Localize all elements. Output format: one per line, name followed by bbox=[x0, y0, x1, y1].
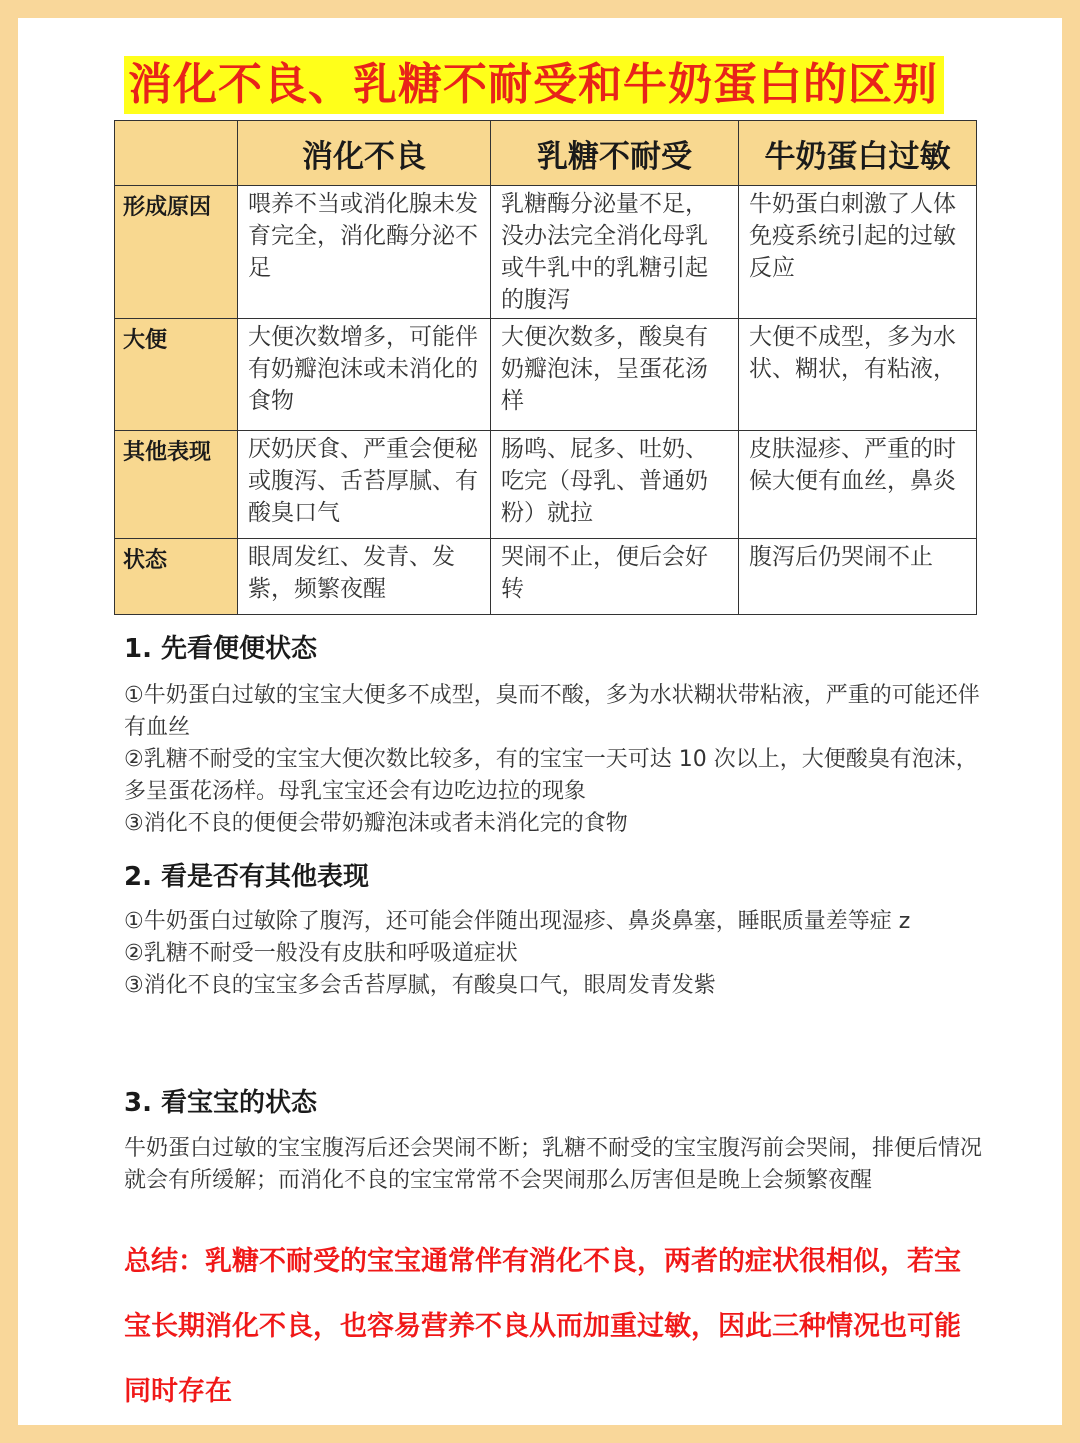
page bbox=[18, 18, 1062, 1425]
table-cell: 乳糖酶分泌量不足，没办法完全消化母乳或牛乳中的乳糖引起的腹泻 bbox=[491, 186, 739, 319]
header-indigestion: 消化不良 bbox=[238, 121, 491, 186]
list-item: ③消化不良的宝宝多会舌苔厚腻，有酸臭口气，眼周发青发紫 bbox=[124, 973, 716, 998]
table-cell: 哭闹不止，便后会好转 bbox=[491, 539, 739, 615]
table-cell: 肠鸣、屁多、吐奶、吃完（母乳、普通奶粉）就拉 bbox=[491, 431, 739, 539]
table-row-stool bbox=[115, 319, 977, 431]
list-item: ②乳糖不耐受一般没有皮肤和呼吸道症状 bbox=[124, 941, 518, 966]
paragraph: 牛奶蛋白过敏的宝宝腹泻后还会哭闹不断；乳糖不耐受的宝宝腹泻前会哭闹，排便后情况就会有所缓解；而消化不良的宝宝常常不会哭闹那么厉害但是晚上会频繁夜醒 bbox=[124, 1136, 983, 1193]
comparison-table bbox=[114, 120, 977, 615]
row-label: 其他表现 bbox=[115, 431, 238, 539]
row-label: 形成原因 bbox=[115, 186, 238, 319]
table-cell: 皮肤湿疹、严重的时候大便有血丝，鼻炎 bbox=[739, 431, 977, 539]
header-corner bbox=[115, 121, 238, 186]
table-cell: 大便次数增多，可能伴有奶瓣泡沫或未消化的食物 bbox=[238, 319, 491, 431]
section-body-1 bbox=[124, 680, 984, 840]
table-cell: 眼周发红、发青、发紫，频繁夜醒 bbox=[238, 539, 491, 615]
list-item: ②乳糖不耐受的宝宝大便次数比较多，有的宝宝一天可达 10 次以上，大便酸臭有泡沫，多呈蛋花汤样。母乳宝宝还会有边吃边拉的现象 bbox=[124, 747, 978, 804]
table-cell: 大便不成型，多为水状、糊状，有粘液， bbox=[739, 319, 977, 431]
table-cell: 牛奶蛋白刺激了人体免疫系统引起的过敏反应 bbox=[739, 186, 977, 319]
table-cell: 腹泻后仍哭闹不止 bbox=[739, 539, 977, 615]
section-body-2 bbox=[124, 906, 984, 1002]
section-heading-3: 3. 看宝宝的状态 bbox=[124, 1088, 318, 1118]
page-title: 消化不良、乳糖不耐受和牛奶蛋白的区别 bbox=[124, 56, 944, 114]
table-row-other bbox=[115, 431, 977, 539]
table-cell: 喂养不当或消化腺未发育完全，消化酶分泌不足 bbox=[238, 186, 491, 319]
title-container bbox=[124, 56, 944, 114]
list-item: ①牛奶蛋白过敏除了腹泻，还可能会伴随出现湿疹、鼻炎鼻塞，睡眠质量差等症 z bbox=[124, 909, 911, 934]
summary-text: 总结：乳糖不耐受的宝宝通常伴有消化不良，两者的症状很相似，若宝宝长期消化不良，也容易营养不良从而加重过敏，因此三种情况也可能同时存在 bbox=[124, 1246, 961, 1407]
table-cell: 厌奶厌食、严重会便秘或腹泻、舌苔厚腻、有酸臭口气 bbox=[238, 431, 491, 539]
list-item: ③消化不良的便便会带奶瓣泡沫或者未消化完的食物 bbox=[124, 811, 628, 836]
list-item: ①牛奶蛋白过敏的宝宝大便多不成型，臭而不酸，多为水状糊状带粘液，严重的可能还伴有血丝 bbox=[124, 683, 980, 740]
header-lactose-intolerance: 乳糖不耐受 bbox=[491, 121, 739, 186]
table-row-cause bbox=[115, 186, 977, 319]
section-body-3 bbox=[124, 1133, 984, 1197]
section-heading-2: 2. 看是否有其他表现 bbox=[124, 862, 370, 892]
header-milk-protein-allergy: 牛奶蛋白过敏 bbox=[739, 121, 977, 186]
table-cell: 大便次数多，酸臭有奶瓣泡沫，呈蛋花汤样 bbox=[491, 319, 739, 431]
table-header-row bbox=[115, 121, 977, 186]
section-heading-1: 1. 先看便便状态 bbox=[124, 634, 318, 664]
row-label: 大便 bbox=[115, 319, 238, 431]
row-label: 状态 bbox=[115, 539, 238, 615]
table-row-state bbox=[115, 539, 977, 615]
